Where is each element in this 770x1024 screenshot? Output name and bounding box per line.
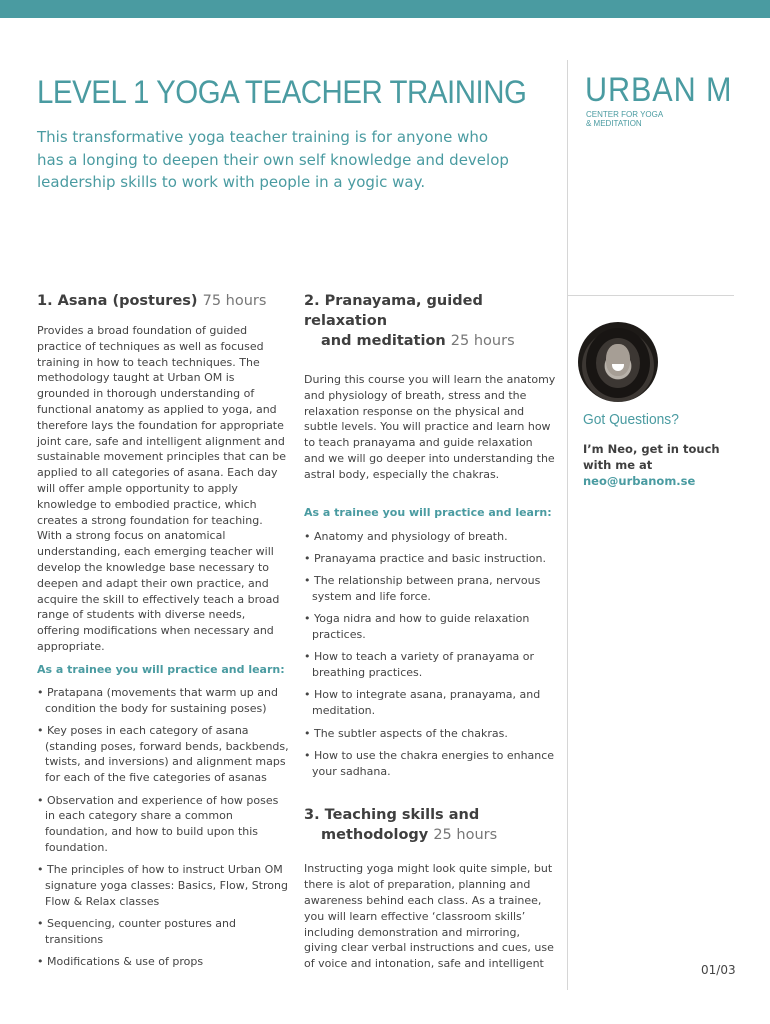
section-teaching-hours: 25 hours — [433, 827, 498, 844]
section-teaching-heading — [304, 805, 556, 845]
section-pranayama-body: During this course you will learn the anatomy and physiology of breath, stress and the relaxation response on the physical and subtle levels. You will practice and learn how to teach pranayama and guide relaxation and we will go deeper into understanding the astral body, especially the chakras. — [304, 373, 556, 481]
list-item: • The subtler aspects of the chakras. — [304, 726, 508, 740]
section-pranayama-list — [304, 529, 556, 780]
section-teaching-body: Instructing yoga might look quite simple, but there is alot of preparation, planning and awareness behind each class. As a trainee, you will learn effective ‘classroom skills’ including demonstration and mirroring, giving clear verbal instructions and cues, use of voice and intonation, safe and intelligent — [304, 862, 554, 971]
section-asana-body: Provides a broad foundation of guided practice of techniques as well as focused training in how to teach techniques. The methodology taught at Urban OM is grounded in thorough understanding of functional anatomy as applied to yoga, and therefore lays the foundation for appropriate joint care, safe and intelligent alignment and sustainable movement principles that can be applied to all categories of asana. Each day will offer ample opportunity to apply knowledge to embodied practice, which creates a strong foundation for teaching. With a strong focus on anatomical understanding, each emerging teacher will develop the knowledge base necessary to deepen and adapt their own practice, and acquire the skill to effectively teach a broad range of students with diverse needs, offering modifications when necessary and appropriate. — [37, 324, 287, 653]
sidebar-rule — [567, 295, 734, 296]
list-item: • Modifications & use of props — [37, 955, 204, 969]
section-pranayama-hours: 25 hours — [450, 333, 515, 349]
logo-tagline-line1: CENTER FOR YOGA — [586, 110, 664, 119]
section-pranayama-title-line2: and meditation — [321, 333, 446, 349]
questions-heading: Got Questions? — [583, 411, 679, 428]
list-item: • How to teach a variety of pranayama or breathing practices. — [304, 650, 535, 680]
list-item: • Pratapana (movements that warm up and condition the body for sustaining poses) — [37, 685, 278, 715]
section-teaching-title-line2: methodology — [321, 827, 429, 844]
top-accent-bar — [0, 0, 770, 18]
section-pranayama-title-line1: 2. Pranayama, guided relaxation — [304, 293, 483, 329]
section-pranayama — [304, 291, 556, 972]
section-asana-learn-heading: As a trainee you will practice and learn: — [37, 662, 285, 676]
list-item: • Anatomy and physiology of breath. — [304, 529, 508, 543]
avatar — [578, 322, 658, 402]
list-item: • Observation and experience of how poses in each category share a common foundation, and how to build upon this foundation. — [37, 793, 279, 854]
intro-text: This transformative yoga teacher training is for anyone who has a longing to deepen their own self knowledge and develop leadership skills to work with people in a yogic way. — [37, 128, 509, 191]
logo-wordmark: URBAN M — [585, 71, 733, 109]
list-item: • Key poses in each category of asana (standing poses, forward bends, backbends, twists, and inversions) and alignment maps for each of the five categories of asanas — [37, 723, 289, 785]
list-item: • Pranayama practice and basic instruction. — [304, 551, 547, 565]
logo-tagline — [586, 110, 676, 128]
list-item: • How to use the chakra energies to enhance your sadhana. — [304, 748, 555, 778]
list-item: • Sequencing, counter postures and transitions — [37, 917, 236, 946]
contact-intro: I’m Neo, get in touch with me at — [583, 442, 720, 472]
section-pranayama-heading — [304, 291, 556, 351]
list-item: • Yoga nidra and how to guide relaxation practices. — [304, 612, 530, 642]
contact-email-link[interactable]: neo@urbanom.se — [583, 474, 696, 488]
section-asana-list — [37, 685, 289, 970]
page-title: LEVEL 1 YOGA TEACHER TRAINING — [37, 74, 527, 110]
section-teaching-title-line1: 3. Teaching skills and — [304, 807, 480, 824]
contact-text — [583, 441, 723, 489]
logo-tagline-line2: & MEDITATION — [586, 119, 642, 128]
list-item: • How to integrate asana, pranayama, and meditation. — [304, 688, 541, 718]
section-asana — [37, 291, 289, 976]
list-item: • The principles of how to instruct Urban OM signature yoga classes: Basics, Flow, Strong Flow & Relax classes — [37, 863, 288, 908]
section-pranayama-learn-heading: As a trainee you will practice and learn: — [304, 505, 552, 519]
list-item: • The relationship between prana, nervous system and life force. — [304, 574, 541, 603]
sidebar-divider — [567, 60, 568, 990]
page-number: 01/03 — [701, 963, 736, 977]
section-asana-title: 1. Asana (postures) — [37, 293, 198, 309]
section-asana-heading — [37, 291, 289, 311]
section-asana-hours: 75 hours — [202, 293, 267, 309]
section-teaching — [304, 805, 556, 972]
urban-om-logo — [585, 71, 733, 132]
